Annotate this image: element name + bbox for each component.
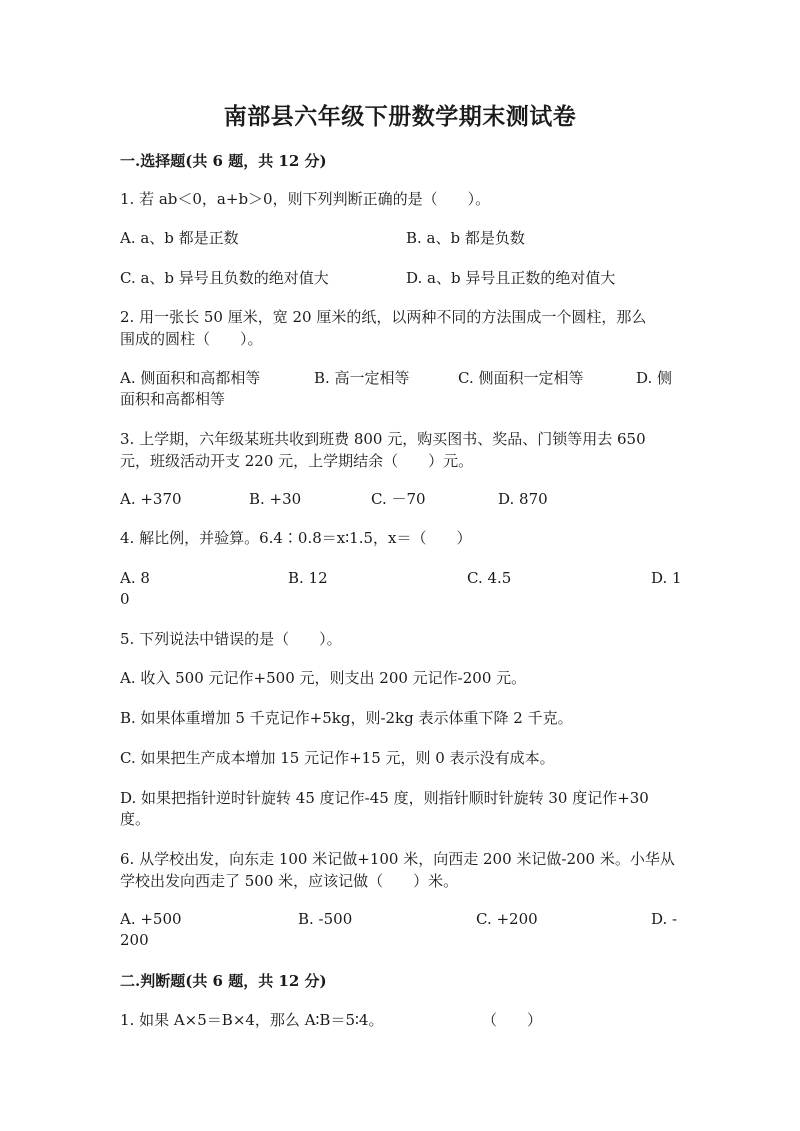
q5-option-c: C. 如果把生产成本增加 15 元记作+15 元，则 0 表示没有成本。 (120, 749, 555, 767)
q6-option-a: A. +500 (120, 910, 182, 928)
q4-option-d-wrap: 0 (120, 590, 130, 608)
q3-option-d: D. 870 (498, 490, 548, 508)
q2-option-d: D. 侧 (636, 369, 673, 387)
q4-option-b: B. 12 (288, 569, 328, 587)
q4-option-c: C. 4.5 (467, 569, 512, 587)
question-2-stem-line2: 围成的圆柱（ ）。 (120, 330, 263, 348)
tf-question-1-stem: 1. 如果 A×5＝B×4，那么 A∶B＝5∶4。 (120, 1011, 384, 1029)
q2-option-a: A. 侧面积和高都相等 (120, 369, 261, 387)
question-6-stem-line2: 学校出发向西走了 500 米，应该记做（ ）米。 (120, 872, 459, 890)
q1-option-c: C. a、b 异号且负数的绝对值大 (120, 269, 329, 287)
q6-option-d: D. - (651, 910, 678, 928)
q2-option-d-wrap: 面积和高都相等 (120, 390, 226, 408)
question-2-stem-line1: 2. 用一张长 50 厘米，宽 20 厘米的纸，以两种不同的方法围成一个圆柱，那么 (120, 308, 647, 326)
q5-option-d-line2: 度。 (120, 810, 151, 828)
tf-question-1-answer-blank[interactable]: （ ） (482, 1011, 543, 1029)
question-1-stem: 1. 若 ab＜0，a+b＞0，则下列判断正确的是（ ）。 (120, 190, 491, 208)
q2-option-b: B. 高一定相等 (314, 369, 410, 387)
q4-option-a: A. 8 (120, 569, 150, 587)
page-title: 南部县六年级下册数学期末测试卷 (223, 103, 577, 130)
q3-option-c: C. －70 (371, 490, 426, 508)
q5-option-d-line1: D. 如果把指针逆时针旋转 45 度记作-45 度，则指针顺时针旋转 30 度记作+30 (120, 789, 649, 807)
q1-option-d: D. a、b 异号且正数的绝对值大 (406, 269, 616, 287)
question-6-stem-line1: 6. 从学校出发，向东走 100 米记做+100 米，向西走 200 米记做-200 米。小华从 (120, 850, 675, 868)
section-heading-choice: 一.选择题(共 6 题，共 12 分) (120, 152, 327, 170)
q2-option-c: C. 侧面积一定相等 (458, 369, 584, 387)
question-3-stem-line2: 元，班级活动开支 220 元，上学期结余（ ）元。 (120, 452, 474, 470)
question-3-stem-line1: 3. 上学期，六年级某班共收到班费 800 元，购买图书、奖品、门锁等用去 650 (120, 430, 646, 448)
q4-option-d: D. 1 (651, 569, 682, 587)
q5-option-b: B. 如果体重增加 5 千克记作+5kg，则-2kg 表示体重下降 2 千克。 (120, 709, 573, 727)
q6-option-d-wrap: 200 (120, 931, 149, 949)
q1-option-b: B. a、b 都是负数 (406, 229, 525, 247)
q3-option-b: B. +30 (249, 490, 302, 508)
q3-option-a: A. +370 (120, 490, 182, 508)
q1-option-a: A. a、b 都是正数 (120, 229, 239, 247)
q5-option-a: A. 收入 500 元记作+500 元，则支出 200 元记作-200 元。 (120, 669, 527, 687)
question-5-stem: 5. 下列说法中错误的是（ ）。 (120, 630, 342, 648)
q6-option-b: B. -500 (298, 910, 353, 928)
q6-option-c: C. +200 (476, 910, 538, 928)
section-heading-judgement: 二.判断题(共 6 题，共 12 分) (120, 972, 327, 990)
question-4-stem: 4. 解比例，并验算。6.4∶0.8＝x∶1.5，x＝（ ） (120, 529, 472, 547)
